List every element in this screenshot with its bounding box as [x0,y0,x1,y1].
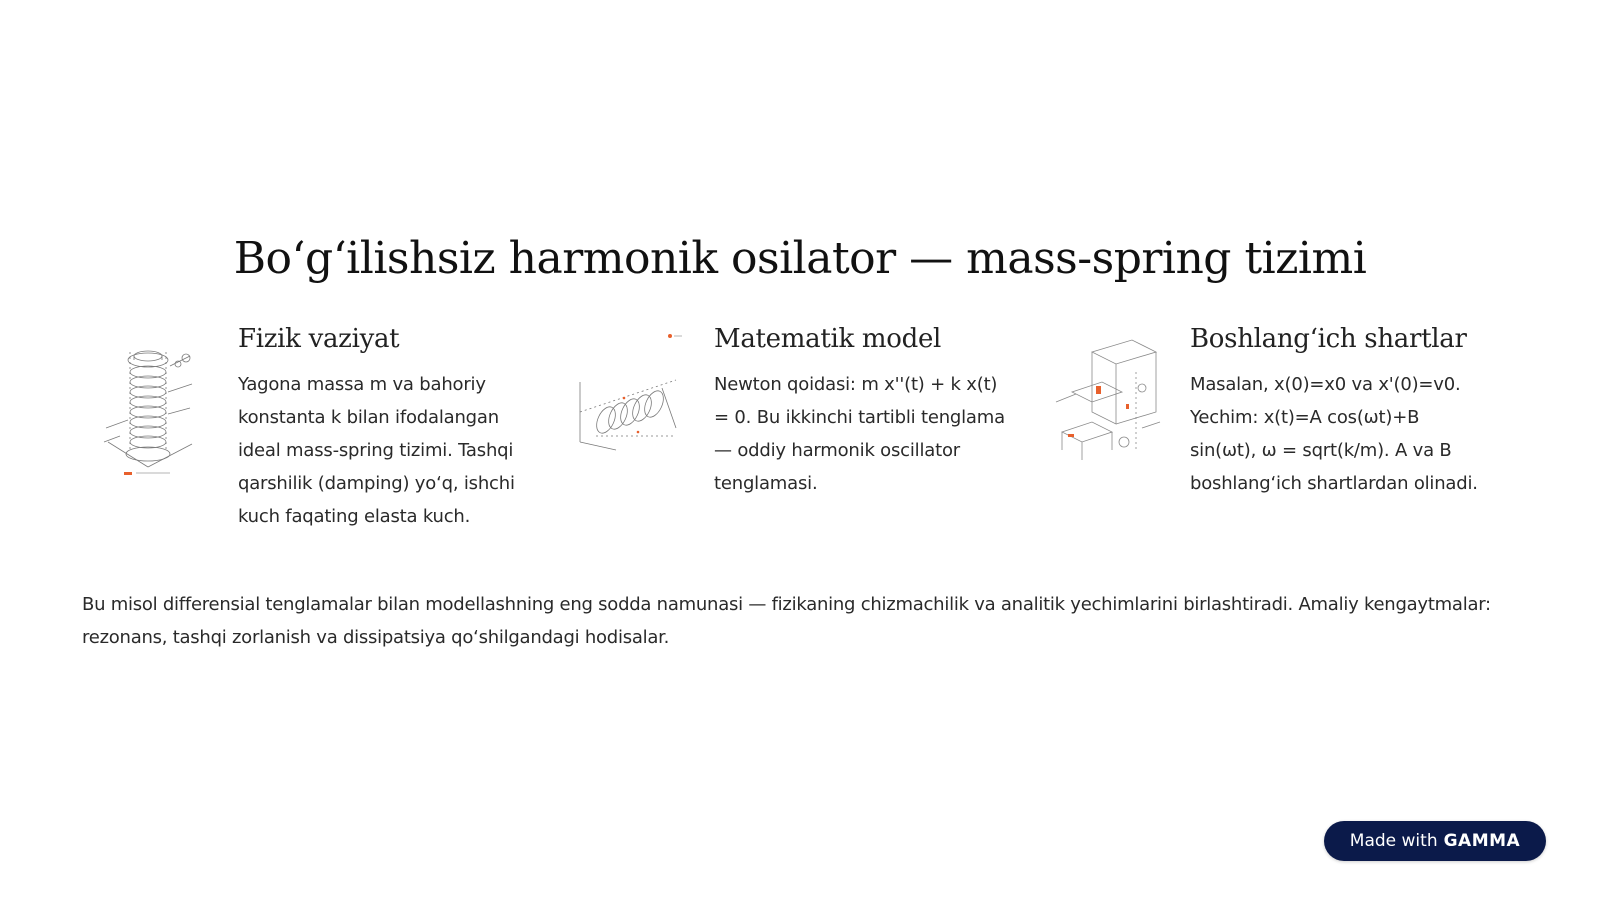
card-body: Newton qoidasi: m x''(t) + k x(t) = 0. Bu ikkinchi tartibli tenglama — oddiy harmonik oscillator tenglamasi. [714,374,1005,494]
made-with-gamma-badge[interactable] [1324,821,1546,861]
slide-title: Bo‘g‘ilishsiz harmonik osilator — mass-spring tizimi [233,233,1367,284]
card-body: Yagona massa m va bahoriy konstanta k bilan ifodalangan ideal mass-spring tizimi. Tashqi qarshilik (damping) yo‘q, ishchi kuch faqating elasta kuch. [238,374,515,527]
gamma-logo: GAMMA [1443,831,1521,851]
helix-spring-icon [576,332,686,482]
badge-prefix: Made with [1349,831,1438,851]
card-body: Masalan, x(0)=x0 va x'(0)=v0. Yechim: x(t)=A cos(ωt)+B sin(ωt), ω = sqrt(k/m). A va B boshlang‘ich shartlardan olinadi. [1190,374,1478,494]
apparatus-icon [1052,332,1162,482]
coil-spring-icon [100,332,210,482]
card-heading: Boshlang‘ich shartlar [1190,324,1467,354]
card-heading: Matematik model [714,324,942,354]
summary-paragraph: Bu misol differensial tenglamalar bilan modellashning eng sodda namunasi — fizikaning chizmachilik va analitik yechimlarini birlashtiradi. Amaliy kengaytmalar: rezonans, tashqi zorlanish va dissipatsiya qo‘shilgandagi hodisalar. [82,594,1491,648]
card-heading: Fizik vaziyat [238,324,400,354]
